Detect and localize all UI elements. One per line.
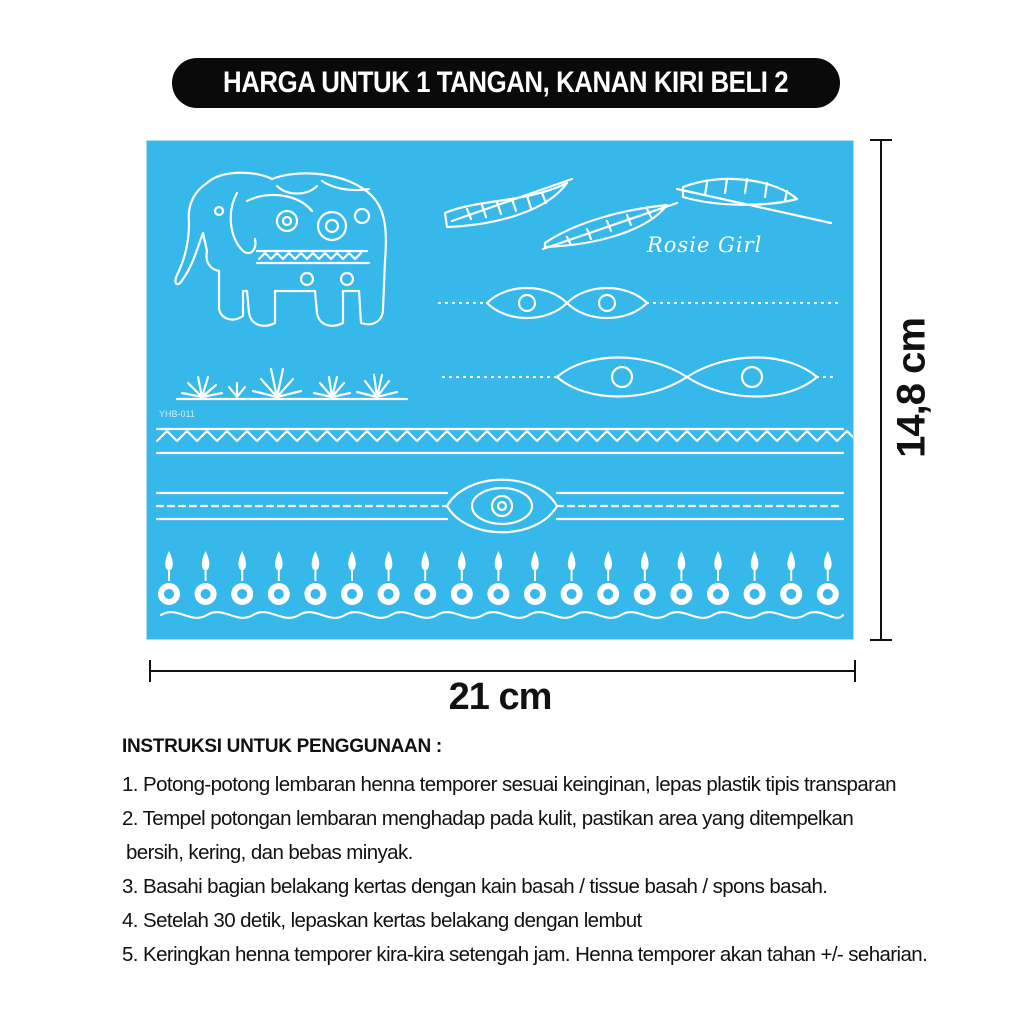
pendant-drop [385, 551, 393, 571]
instruction-line: 4. Setelah 30 detik, lepaskan kertas belakang dengan lembut [122, 909, 642, 932]
eye-bracelet-motif [157, 480, 843, 533]
signature-text: Rosie Girl [647, 233, 763, 257]
pendant-stem [388, 571, 390, 581]
pendant-drop [714, 551, 722, 571]
pendant-drop [641, 551, 649, 571]
pendant-stem [497, 571, 499, 581]
pendant-circle-center [164, 589, 174, 599]
instruction-line: 2. Tempel potongan lembaran menghadap pada kulit, pastikan area yang ditempelkan [122, 807, 854, 830]
instruction-line: 1. Potong-potong lembaran henna temporer sesuai keinginan, lepas plastik tipis transparan [122, 773, 896, 796]
pendant-circle-center [201, 589, 211, 599]
instruction-line: 5. Keringkan henna temporer kira-kira setengah jam. Henna temporer akan tahan +/- seharian. [122, 943, 928, 966]
pendant-circle-center [603, 589, 613, 599]
leaf-row-motif [177, 369, 407, 399]
usage-instructions [122, 736, 1002, 972]
sheet-code-label: YHB-011 [159, 409, 195, 419]
instructions-title: INSTRUKSI UNTUK PENGGUNAAN : [122, 736, 442, 757]
instruction-line: 3. Basahi bagian belakang kertas dengan kain basah / tissue basah / spons basah. [122, 875, 828, 898]
pendant-circle-center [384, 589, 394, 599]
pendant-circle-center [274, 589, 284, 599]
feather-motifs [445, 179, 831, 249]
pendant-circle-center [567, 589, 577, 599]
pendant-drop [312, 551, 320, 571]
drop-row-motif [161, 612, 843, 618]
pendant-circle-center [750, 589, 760, 599]
pendant-circle-center [457, 589, 467, 599]
pendant-circle-center [237, 589, 247, 599]
price-banner [172, 58, 840, 108]
pendant-drop [421, 551, 429, 571]
pendant-drop [238, 551, 246, 571]
pendant-stem [205, 571, 207, 581]
pendant-stem [424, 571, 426, 581]
pendant-circle-center [493, 589, 503, 599]
pendant-stem [790, 571, 792, 581]
pendant-drop [495, 551, 503, 571]
pendant-stem [241, 571, 243, 581]
elephant-motif [175, 173, 386, 326]
pendant-drop [531, 551, 539, 571]
pendant-drop [824, 551, 832, 571]
pendant-drop [348, 551, 356, 571]
ornament-band-2 [443, 358, 837, 397]
pendant-drop [787, 551, 795, 571]
pendant-circle-center [786, 589, 796, 599]
pendant-drop [275, 551, 283, 571]
pendant-circle-center [530, 589, 540, 599]
height-dimension-line [880, 140, 882, 640]
pendant-stem [571, 571, 573, 581]
pendant-drop [568, 551, 576, 571]
price-banner-text: HARGA UNTUK 1 TANGAN, KANAN KIRI BELI 2 [223, 66, 789, 99]
pendant-stem [607, 571, 609, 581]
pendant-stem [534, 571, 536, 581]
pendant-stem [351, 571, 353, 581]
henna-tattoo-sheet [146, 140, 854, 640]
pendant-circle-center [713, 589, 723, 599]
height-dimension-cap-bottom [870, 639, 892, 641]
pendant-stem [827, 571, 829, 581]
pendant-drop [751, 551, 759, 571]
pendant-circle-center [676, 589, 686, 599]
pendant-drop [165, 551, 173, 571]
pendant-circle-center [420, 589, 430, 599]
pendant-drop [604, 551, 612, 571]
pendant-stem [278, 571, 280, 581]
pendant-stem [717, 571, 719, 581]
pendant-stem [314, 571, 316, 581]
pendant-circle-center [347, 589, 357, 599]
zigzag-bracelet-motif [157, 429, 853, 453]
pendant-drop [458, 551, 466, 571]
pendant-circle-center [823, 589, 833, 599]
pendant-stem [461, 571, 463, 581]
pendant-drop [202, 551, 210, 571]
pendant-circle-center [310, 589, 320, 599]
width-dimension-line [150, 670, 856, 672]
pendant-row [158, 551, 839, 605]
width-dimension-label: 21 cm [448, 676, 552, 718]
pendant-stem [168, 571, 170, 581]
pendant-stem [754, 571, 756, 581]
pendant-circle-center [640, 589, 650, 599]
pendant-drop [678, 551, 686, 571]
ornament-band-1 [439, 288, 837, 318]
henna-artwork [147, 141, 853, 639]
pendant-stem [644, 571, 646, 581]
pendant-stem [680, 571, 682, 581]
instruction-line: bersih, kering, dan bebas minyak. [126, 841, 413, 864]
drop-pendants [158, 551, 839, 605]
height-dimension-label: 14,8 cm [889, 318, 934, 458]
